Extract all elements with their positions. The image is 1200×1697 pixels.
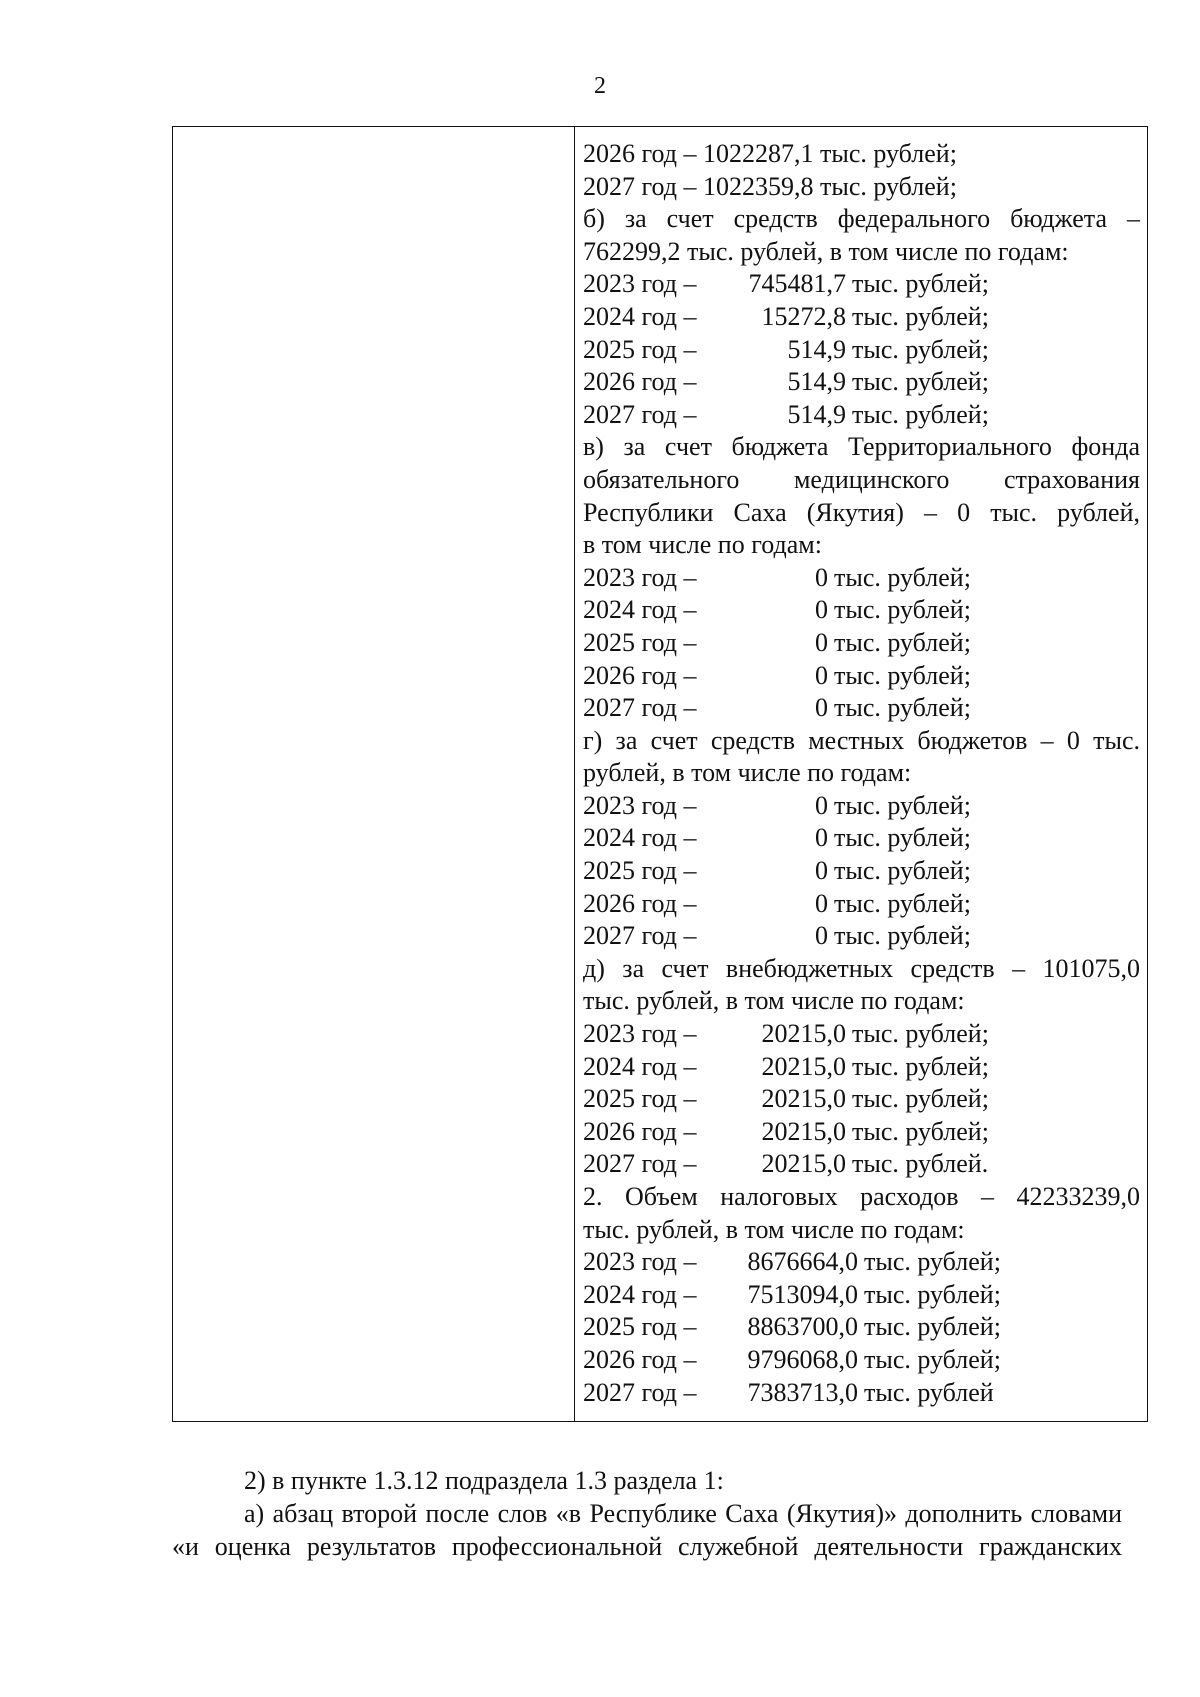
year-row	[583, 660, 1140, 693]
local-heading: г) за счет средств местных бюджетов – 0 тыс.	[583, 725, 1140, 755]
amount: 9796068,0	[747, 1344, 858, 1374]
amount: 0	[815, 790, 828, 820]
amount: 20215,0	[761, 1149, 846, 1179]
year-label: 2026 год –	[583, 660, 697, 690]
amount: 20215,0	[761, 1116, 846, 1146]
year-row	[583, 1377, 1140, 1410]
unit: тыс. рублей;	[852, 399, 989, 429]
year-row	[583, 1311, 1140, 1344]
amount: 514,9	[787, 399, 846, 429]
year-label: 2024 год –	[583, 1279, 697, 1309]
amount: 0	[815, 627, 828, 657]
year-label: 2023 год –	[583, 1247, 697, 1277]
page-number: 2	[594, 73, 606, 99]
unit: тыс. рублей;	[834, 595, 971, 625]
amount: 7383713,0	[747, 1377, 858, 1407]
unit: тыс. рублей;	[834, 660, 971, 690]
year-label: 2023 год –	[583, 790, 697, 820]
amendment-item-2: 2) в пункте 1.3.12 подраздела 1.3 раздела 1:	[244, 1466, 724, 1495]
amount: 745481,7	[748, 269, 846, 299]
year-row	[583, 888, 1140, 921]
year-label: 2026 год –	[583, 888, 697, 918]
year-row	[583, 790, 1140, 823]
year-row	[583, 562, 1140, 595]
year-row	[583, 1018, 1140, 1051]
amount: 8863700,0	[747, 1312, 858, 1342]
unit: тыс. рублей;	[834, 562, 971, 592]
unit: тыс. рублей;	[834, 888, 971, 918]
unit: тыс. рублей;	[852, 301, 989, 331]
year-row	[583, 1344, 1140, 1377]
tfoms-heading: в) за счет бюджета Территориального фонда	[583, 432, 1140, 462]
year-row	[583, 268, 1140, 301]
text-line: 2027 год – 1022359,8 тыс. рублей;	[583, 171, 957, 201]
amount: 0	[815, 660, 828, 690]
tfoms-heading: обязательного медицинского страхования	[583, 464, 1140, 494]
unit: тыс. рублей;	[834, 921, 971, 951]
year-row	[583, 1279, 1140, 1312]
year-label: 2027 год –	[583, 1377, 697, 1407]
amount: 0	[815, 595, 828, 625]
unit: тыс. рублей;	[864, 1279, 1001, 1309]
year-label: 2027 год –	[583, 1149, 697, 1179]
year-label: 2026 год –	[583, 1116, 697, 1146]
unit: тыс. рублей;	[852, 1051, 989, 1081]
year-row	[583, 1051, 1140, 1084]
year-label: 2026 год –	[583, 1344, 697, 1374]
tfoms-heading: Республики Саха (Якутия) – 0 тыс. рублей,	[583, 497, 1140, 527]
year-label: 2024 год –	[583, 1051, 697, 1081]
year-label: 2027 год –	[583, 399, 697, 429]
year-label: 2027 год –	[583, 693, 697, 723]
unit: тыс. рублей;	[852, 269, 989, 299]
unit: тыс. рублей;	[834, 790, 971, 820]
year-label: 2025 год –	[583, 1084, 697, 1114]
year-row	[583, 1116, 1140, 1149]
amount: 20215,0	[761, 1019, 846, 1049]
year-row	[583, 366, 1140, 399]
unit: тыс. рублей;	[852, 1116, 989, 1146]
text-line: 2026 год – 1022287,1 тыс. рублей;	[583, 139, 957, 168]
unit: тыс. рублей;	[852, 367, 989, 397]
year-row	[583, 692, 1140, 725]
year-row	[583, 1083, 1140, 1116]
unit: тыс. рублей.	[852, 1149, 989, 1179]
amendment-item-2a-continuation: «и оценка результатов профессиональной служебной деятельности гражданских	[172, 1532, 1122, 1561]
year-row	[583, 627, 1140, 660]
year-row	[583, 399, 1140, 432]
unit: тыс. рублей;	[834, 856, 971, 886]
amount: 514,9	[787, 367, 846, 397]
column-divider	[574, 127, 575, 1421]
extrabudget-heading: д) за счет внебюджетных средств – 101075,0	[583, 953, 1140, 983]
year-row	[583, 594, 1140, 627]
unit: тыс. рублей;	[834, 823, 971, 853]
year-label: 2025 год –	[583, 1312, 697, 1342]
passport-table	[172, 126, 1148, 1422]
amount: 514,9	[787, 334, 846, 364]
year-row	[583, 855, 1140, 888]
year-row	[583, 334, 1140, 367]
year-row	[583, 1246, 1140, 1279]
funding-cell	[583, 138, 1140, 1409]
year-row	[583, 920, 1140, 953]
amendment-item-2a: а) абзац второй после слов «в Республике Саха (Якутия)» дополнить словами	[244, 1499, 1122, 1528]
unit: тыс. рублей;	[834, 627, 971, 657]
tax-heading: 2. Объем налоговых расходов – 42233239,0	[583, 1182, 1140, 1211]
year-label: 2024 год –	[583, 823, 697, 853]
year-label: 2024 год –	[583, 301, 697, 331]
federal-heading: б) за счет средств федерального бюджета –	[583, 204, 1140, 234]
amount: 20215,0	[761, 1051, 846, 1081]
unit: тыс. рублей;	[834, 693, 971, 723]
amount: 20215,0	[761, 1084, 846, 1114]
amount: 0	[815, 693, 828, 723]
tax-heading: тыс. рублей, в том числе по годам:	[583, 1214, 965, 1244]
year-label: 2025 год –	[583, 627, 697, 657]
amount: 0	[815, 888, 828, 918]
year-row	[583, 822, 1140, 855]
unit: тыс. рублей;	[852, 334, 989, 364]
federal-heading: 762299,2 тыс. рублей, в том числе по годам:	[583, 236, 1069, 266]
year-row	[583, 1148, 1140, 1181]
year-label: 2027 год –	[583, 921, 697, 951]
year-label: 2023 год –	[583, 269, 697, 299]
year-row	[583, 301, 1140, 334]
year-label: 2025 год –	[583, 856, 697, 886]
amount: 8676664,0	[747, 1247, 858, 1277]
unit: тыс. рублей;	[852, 1084, 989, 1114]
tfoms-heading: в том числе по годам:	[583, 530, 822, 560]
amount: 0	[815, 562, 828, 592]
year-label: 2023 год –	[583, 562, 697, 592]
unit: тыс. рублей;	[852, 1019, 989, 1049]
year-label: 2023 год –	[583, 1019, 697, 1049]
unit: тыс. рублей;	[864, 1312, 1001, 1342]
unit: тыс. рублей;	[864, 1344, 1001, 1374]
amount: 15272,8	[761, 301, 846, 331]
local-heading: рублей, в том числе по годам:	[583, 758, 912, 788]
year-label: 2026 год –	[583, 367, 697, 397]
amount: 7513094,0	[747, 1279, 858, 1309]
unit: тыс. рублей	[864, 1377, 994, 1407]
extrabudget-heading: тыс. рублей, в том числе по годам:	[583, 986, 965, 1016]
year-label: 2025 год –	[583, 334, 697, 364]
unit: тыс. рублей;	[864, 1247, 1001, 1277]
amount: 0	[815, 823, 828, 853]
amount: 0	[815, 921, 828, 951]
amount: 0	[815, 856, 828, 886]
year-label: 2024 год –	[583, 595, 697, 625]
